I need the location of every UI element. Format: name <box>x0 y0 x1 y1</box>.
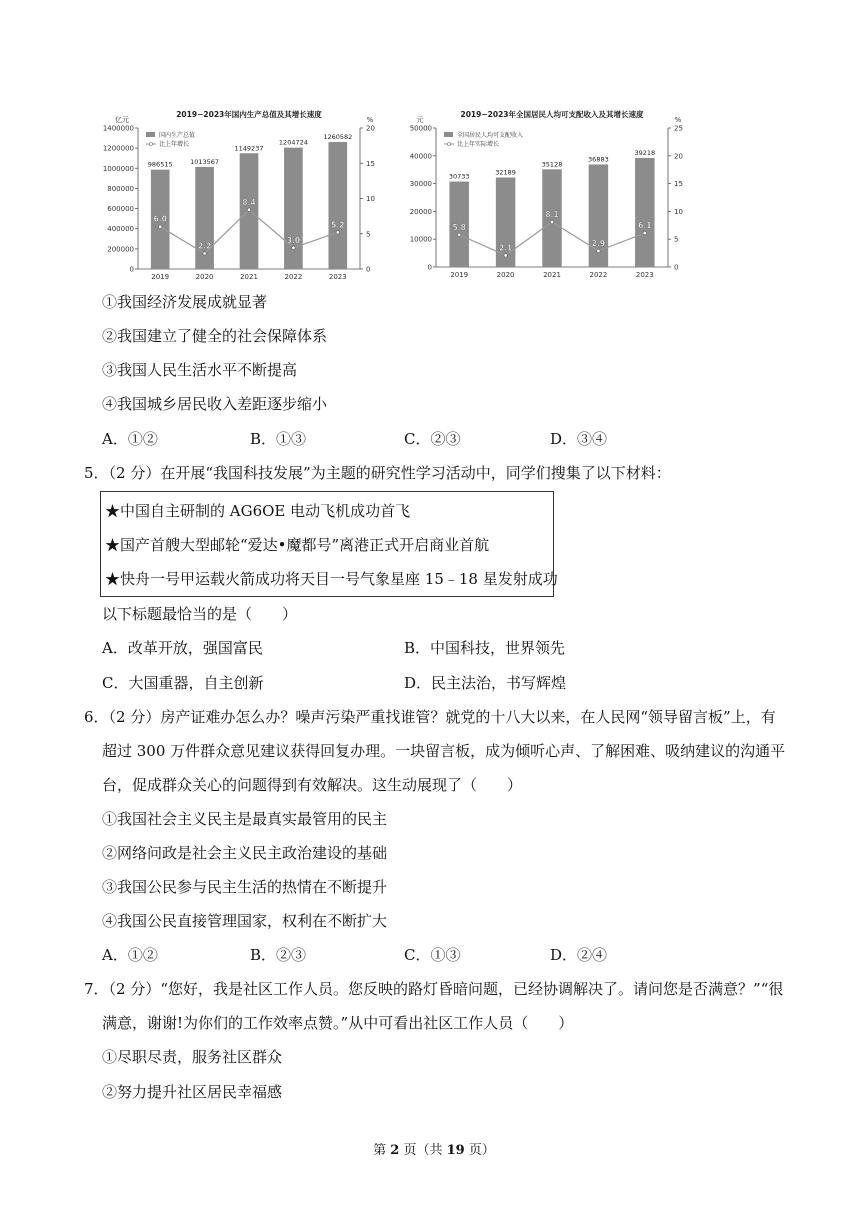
q5-materials-box <box>100 491 558 597</box>
y2-tick-label: 10 <box>366 195 375 203</box>
q5-material-3: ★快舟一号甲运载火箭成功将天目一号气象星座 15﹣18 星发射成功 <box>105 570 558 588</box>
bar-data-label: 986515 <box>147 160 173 169</box>
growth-data-label: 6.1 <box>638 221 652 231</box>
x-tick-label: 2023 <box>635 271 654 279</box>
growth-data-label: 2.9 <box>591 238 606 248</box>
bar-data-label: 35128 <box>541 160 563 169</box>
y-tick-label: 10000 <box>409 235 432 244</box>
x-tick-label: 2019 <box>151 273 170 281</box>
q6-option-c[interactable]: C．①③ <box>404 946 461 964</box>
footer-suffix: 页） <box>464 1143 495 1158</box>
bar-data-label: 30733 <box>448 172 470 181</box>
x-tick-label: 2020 <box>496 271 515 279</box>
y-tick-label: 40000 <box>409 152 432 161</box>
y2-tick-label: 5 <box>674 235 679 244</box>
q6-item-4: ④我国公民直接管理国家，权利在不断扩大 <box>102 912 388 930</box>
y-tick-label: 50000 <box>409 124 432 133</box>
y-tick-label: 400000 <box>107 225 134 234</box>
legend-line-label: 比上年实际增长 <box>457 141 500 148</box>
q5-option-a[interactable]: A．改革开放，强国富民 <box>102 639 263 657</box>
q6-item-2: ②网络问政是社会主义民主政治建设的基础 <box>102 844 388 862</box>
chart-title: 2019−2023年全国居民人均可支配收入及其增长速度 <box>460 110 644 119</box>
growth-data-label: 8.1 <box>545 209 559 219</box>
y2-tick-label: 25 <box>674 124 683 133</box>
q6-option-b[interactable]: B．②③ <box>250 946 307 964</box>
growth-point <box>550 220 554 224</box>
growth-data-label: 2.2 <box>197 241 212 251</box>
y-tick-label: 1200000 <box>102 144 134 153</box>
y-tick-label: 0 <box>129 265 134 274</box>
x-tick-label: 2020 <box>195 273 214 281</box>
growth-data-label: 5.2 <box>331 220 345 230</box>
bar-data-label: 39218 <box>634 148 656 157</box>
bar <box>328 142 347 269</box>
legend-bar-swatch <box>146 132 155 137</box>
bar-data-label: 1260582 <box>323 133 353 142</box>
y2-tick-label: 10 <box>674 207 683 216</box>
q6-item-3: ③我国公民参与民主生活的热情在不断提升 <box>102 878 388 896</box>
q4-option-b[interactable]: B．①③ <box>250 430 307 448</box>
y2-tick-label: 0 <box>674 263 679 272</box>
y-tick-label: 30000 <box>409 180 432 189</box>
x-tick-label: 2021 <box>543 271 561 279</box>
y-tick-label: 600000 <box>107 205 134 214</box>
legend-bar-swatch <box>444 132 453 137</box>
q6-stem-line-1: 6．（2 分）房产证难办怎么办？噪声污染严重找谁管？就党的十八大以来，在人民网“领导留言板”上，有 <box>84 708 776 726</box>
legend-bar-label: 全国居民人均可支配收入 <box>457 132 524 139</box>
growth-point <box>158 225 162 229</box>
bar <box>635 158 654 267</box>
q5-material-2: ★国产首艘大型邮轮“爱达•魔都号”离港正式开启商业首航 <box>105 536 490 554</box>
growth-point <box>247 208 251 212</box>
x-tick-label: 2019 <box>450 271 469 279</box>
left-axis-unit: 亿元 <box>115 116 129 124</box>
q7-stem-line-1: 7．（2 分）“您好，我是社区工作人员。您反映的路灯昏暗问题，已经协调解决了。请问您是否满意？”“很 <box>84 980 784 998</box>
y-tick-label: 200000 <box>107 245 134 254</box>
x-tick-label: 2022 <box>589 271 608 279</box>
bar-data-label: 1013567 <box>190 157 220 166</box>
footer-total-pages: 19 <box>446 1143 465 1158</box>
q5-material-1: ★中国自主研制的 AG6OE 电动飞机成功首飞 <box>105 502 411 520</box>
left-axis-unit: 元 <box>416 116 424 124</box>
y2-tick-label: 5 <box>366 230 371 239</box>
q5-option-d[interactable]: D．民主法治，书写辉煌 <box>404 674 567 692</box>
footer-middle: 页（共 <box>399 1143 447 1158</box>
y-tick-label: 20000 <box>409 207 432 216</box>
growth-point <box>336 231 340 235</box>
y2-tick-label: 20 <box>674 152 683 161</box>
right-axis-unit: % <box>674 116 682 124</box>
q7-stem-line-2: 满意，谢谢!为你们的工作效率点赞。”从中可看出社区工作人员（ ） <box>102 1014 574 1032</box>
y-tick-label: 1400000 <box>102 124 134 133</box>
growth-data-label: 5.8 <box>452 222 466 232</box>
legend-bar-label: 国内生产总值 <box>159 132 196 139</box>
q5-stem: 5．（2 分）在开展“我国科技发展”为主题的研究性学习活动中，同学们搜集了以下材料： <box>84 464 671 482</box>
growth-data-label: 3.0 <box>286 235 301 245</box>
q7-item-2: ②努力提升社区居民幸福感 <box>102 1083 283 1101</box>
q4-item-2: ②我国建立了健全的社会保障体系 <box>102 327 328 345</box>
q6-option-d[interactable]: D．②④ <box>550 946 608 964</box>
footer-prefix: 第 <box>373 1143 391 1158</box>
q4-item-1: ①我国经济发展成就显著 <box>102 293 268 311</box>
y-tick-label: 1000000 <box>102 164 134 173</box>
q6-stem-line-2: 超过 300 万件群众意见建议获得回复办理。一块留言板，成为倾听心声、了解困难、吸纳建议的沟通平 <box>102 742 786 760</box>
q4-option-d[interactable]: D．③④ <box>550 430 608 448</box>
growth-data-label: 8.4 <box>242 197 256 207</box>
q7-item-1: ①尽职尽责，服务社区群众 <box>102 1048 283 1066</box>
growth-data-label: 6.0 <box>153 214 167 224</box>
page-footer <box>0 1139 868 1158</box>
x-tick-label: 2023 <box>328 273 347 281</box>
legend-line-marker <box>448 143 451 146</box>
q4-item-4: ④我国城乡居民收入差距逐步缩小 <box>102 395 328 413</box>
gdp-chart <box>98 104 398 286</box>
y2-tick-label: 15 <box>674 180 683 189</box>
q6-item-1: ①我国社会主义民主是最真实最管用的民主 <box>102 810 388 828</box>
growth-point <box>597 249 601 253</box>
growth-data-label: 2.1 <box>498 243 513 253</box>
right-axis-unit: % <box>366 116 374 124</box>
y2-tick-label: 20 <box>366 124 375 133</box>
y-tick-label: 0 <box>427 263 432 272</box>
bar-data-label: 1149237 <box>234 144 264 153</box>
q6-option-a[interactable]: A．①② <box>102 946 158 964</box>
charts-row <box>98 104 698 286</box>
y2-tick-label: 15 <box>366 159 375 168</box>
q5-option-c[interactable]: C．大国重器，自主创新 <box>102 674 264 692</box>
bar-data-label: 1204724 <box>278 138 308 147</box>
bar-data-label: 32189 <box>495 168 516 177</box>
q5-option-b[interactable]: B．中国科技，世界领先 <box>404 639 566 657</box>
q4-option-c[interactable]: C．②③ <box>404 430 461 448</box>
growth-point <box>643 231 647 235</box>
y-tick-label: 800000 <box>107 184 134 193</box>
q5-question: 以下标题最恰当的是（ ） <box>102 605 298 623</box>
bar <box>284 148 303 269</box>
growth-point <box>292 246 296 250</box>
growth-point <box>504 254 508 258</box>
q6-stem-line-3: 台，促成群众关心的问题得到有效解决。这生动展现了（ ） <box>102 776 523 794</box>
income-chart <box>398 104 698 286</box>
q4-item-3: ③我国人民生活水平不断提高 <box>102 361 298 379</box>
y2-tick-label: 0 <box>366 265 371 274</box>
growth-point <box>457 233 461 237</box>
footer-page-number: 2 <box>390 1143 400 1158</box>
chart-title: 2019−2023年国内生产总值及其增长速度 <box>176 110 322 119</box>
growth-point <box>203 252 207 256</box>
x-tick-label: 2022 <box>284 273 303 281</box>
q4-option-a[interactable]: A．①② <box>102 430 158 448</box>
x-tick-label: 2021 <box>240 273 258 281</box>
legend-line-marker <box>150 143 153 146</box>
legend-line-label: 比上年增长 <box>159 141 190 148</box>
bar-data-label: 36883 <box>588 155 609 164</box>
